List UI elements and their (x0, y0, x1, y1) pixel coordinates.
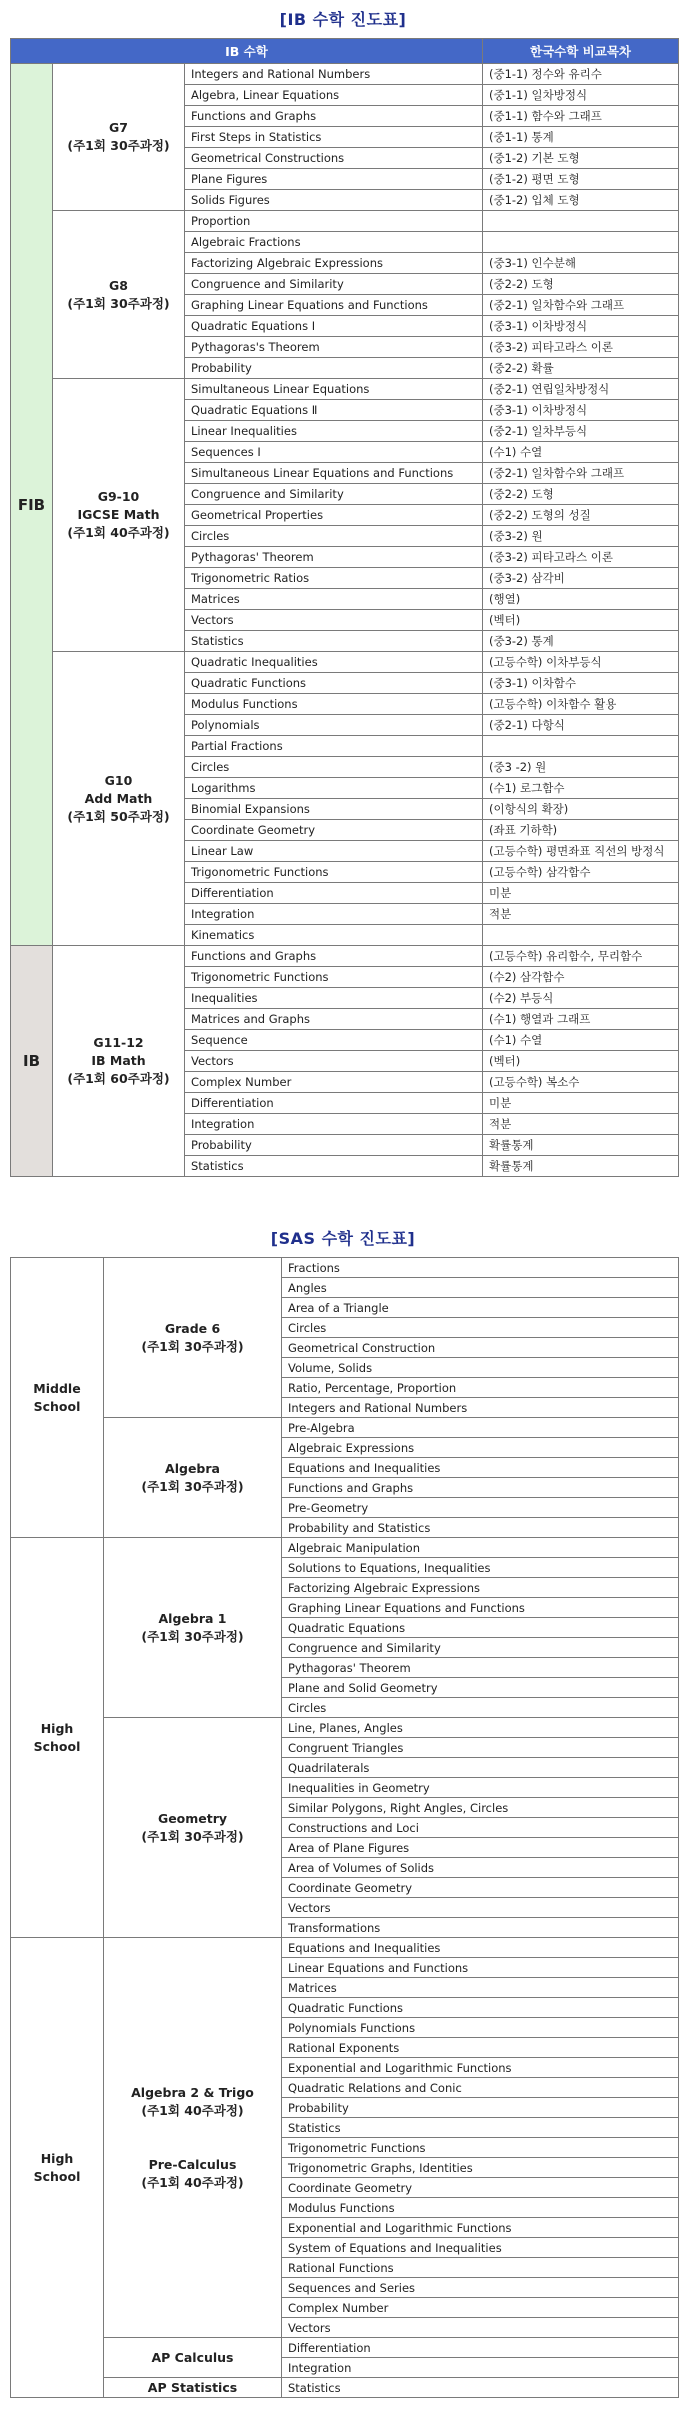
sas-topic: Coordinate Geometry (282, 2178, 679, 2198)
course-line: Algebra 2 & Trigo (131, 2084, 254, 2100)
grade-line: G11-12 (93, 1035, 144, 1050)
course-line: Pre-Calculus (148, 2156, 237, 2172)
sas-topic: Geometrical Construction (282, 1338, 679, 1358)
korean-topic: (수1) 수열 (483, 1030, 679, 1051)
sas-topic: Statistics (282, 2378, 679, 2398)
ib-topic: Trigonometric Ratios (185, 568, 483, 589)
korean-topic: (중2-1) 일차함수와 그래프 (483, 295, 679, 316)
ib-topic: Quadratic Functions (185, 673, 483, 694)
sas-topic: Area of Plane Figures (282, 1838, 679, 1858)
korean-topic: (중1-2) 입체 도형 (483, 190, 679, 211)
korean-topic: (고등수학) 복소수 (483, 1072, 679, 1093)
ib-topic: Solids Figures (185, 190, 483, 211)
korean-topic: (좌표 기하학) (483, 820, 679, 841)
ib-topic: Quadratic Equations Ⅰ (185, 316, 483, 337)
korean-topic: (고등수학) 유리함수, 무리함수 (483, 946, 679, 967)
ib-topic: Plane Figures (185, 169, 483, 190)
ib-topic: Partial Fractions (185, 736, 483, 757)
sas-topic: Exponential and Logarithmic Functions (282, 2218, 679, 2238)
sas-topic: Rational Exponents (282, 2038, 679, 2058)
korean-topic: (수2) 삼각함수 (483, 967, 679, 988)
ib-topic: Algebraic Fractions (185, 232, 483, 253)
course-line: AP Calculus (151, 2349, 234, 2365)
ib-topic: Inequalities (185, 988, 483, 1009)
sas-topic: Complex Number (282, 2298, 679, 2318)
program-label: IB (11, 946, 53, 1177)
course-label (104, 1718, 282, 1938)
sas-topic: Line, Planes, Angles (282, 1718, 679, 1738)
sas-topic: Congruent Triangles (282, 1738, 679, 1758)
korean-topic: (행열) (483, 589, 679, 610)
sas-topic: Congruence and Similarity (282, 1638, 679, 1658)
school-line: High (40, 2150, 74, 2166)
korean-topic: (수1) 수열 (483, 442, 679, 463)
sas-topic: Integers and Rational Numbers (282, 1398, 679, 1418)
sas-topic: Constructions and Loci (282, 1818, 679, 1838)
table-row (11, 379, 679, 400)
school-label (11, 1938, 104, 2398)
ib-topic: Matrices and Graphs (185, 1009, 483, 1030)
school-line: School (33, 1398, 81, 1414)
table-row (11, 1938, 679, 1958)
grade-label (53, 379, 185, 652)
sas-topic: Ratio, Percentage, Proportion (282, 1378, 679, 1398)
sas-topic: Plane and Solid Geometry (282, 1678, 679, 1698)
ib-topic: Statistics (185, 1156, 483, 1177)
ib-topic: Matrices (185, 589, 483, 610)
ib-topic: Congruence and Similarity (185, 274, 483, 295)
sas-topic: Pre-Geometry (282, 1498, 679, 1518)
course-line: AP Statistics (147, 2379, 238, 2395)
sas-topic: Solutions to Equations, Inequalities (282, 1558, 679, 1578)
sas-progress-table (10, 1257, 679, 2398)
korean-topic: (중3-1) 이차방정식 (483, 316, 679, 337)
korean-topic (483, 925, 679, 946)
korean-topic: (고등수학) 이차함수 활용 (483, 694, 679, 715)
korean-topic: (중2-1) 일차부등식 (483, 421, 679, 442)
sas-topic: Modulus Functions (282, 2198, 679, 2218)
grade-line: IB Math (91, 1053, 146, 1068)
sas-topic: Circles (282, 1318, 679, 1338)
ib-topic: Sequences Ⅰ (185, 442, 483, 463)
ib-topic: Kinematics (185, 925, 483, 946)
korean-topic: (중3-1) 이차방정식 (483, 400, 679, 421)
course-line: (주1회 30주과정) (141, 1338, 244, 1354)
ib-topic: Probability (185, 358, 483, 379)
sas-topic: Sequences and Series (282, 2278, 679, 2298)
korean-topic: 확률통계 (483, 1156, 679, 1177)
korean-topic: (중3-1) 이차함수 (483, 673, 679, 694)
ib-topic: Graphing Linear Equations and Functions (185, 295, 483, 316)
grade-line: G8 (109, 277, 128, 293)
korean-topic: (고등수학) 평면좌표 직선의 방정식 (483, 841, 679, 862)
ib-topic: Sequence (185, 1030, 483, 1051)
korean-topic: (중2-2) 확률 (483, 358, 679, 379)
sas-topic: Circles (282, 1698, 679, 1718)
sas-topic: Quadratic Equations (282, 1618, 679, 1638)
course-line: Algebra 1 (158, 1610, 227, 1626)
table-row (11, 1718, 679, 1738)
ib-header-row (11, 39, 679, 64)
grade-label (53, 211, 185, 379)
korean-topic: (중2-2) 도형 (483, 484, 679, 505)
table-row (11, 1418, 679, 1438)
korean-topic: (중1-1) 통계 (483, 127, 679, 148)
sas-topic: Linear Equations and Functions (282, 1958, 679, 1978)
korean-topic: (중3-2) 통계 (483, 631, 679, 652)
ib-topic: Probability (185, 1135, 483, 1156)
course-label (104, 1538, 282, 1718)
sas-topic: Area of Volumes of Solids (282, 1858, 679, 1878)
sas-topic: Vectors (282, 1898, 679, 1918)
course-label (104, 2378, 282, 2398)
korean-topic: 미분 (483, 883, 679, 904)
grade-line: G9-10 (97, 489, 140, 504)
ib-topic: Complex Number (185, 1072, 483, 1093)
sas-topic: Integration (282, 2358, 679, 2378)
korean-topic: (중2-1) 다항식 (483, 715, 679, 736)
grade-line: (주1회 30주과정) (67, 138, 170, 153)
course-line: (주1회 30주과정) (141, 1478, 244, 1494)
ib-topic: Trigonometric Functions (185, 967, 483, 988)
korean-topic: 확률통계 (483, 1135, 679, 1156)
ib-topic: Integration (185, 904, 483, 925)
ib-topic: Quadratic Inequalities (185, 652, 483, 673)
sas-topic: Trigonometric Graphs, Identities (282, 2158, 679, 2178)
sas-topic: Differentiation (282, 2338, 679, 2358)
sas-topic: Probability (282, 2098, 679, 2118)
table-row (11, 2378, 679, 2398)
grade-label (53, 64, 185, 211)
course-line: (주1회 30주과정) (141, 1628, 244, 1644)
korean-topic: (중1-2) 평면 도형 (483, 169, 679, 190)
sas-topic: Probability and Statistics (282, 1518, 679, 1538)
korean-topic: (중3-2) 원 (483, 526, 679, 547)
sas-topic: Quadratic Functions (282, 1998, 679, 2018)
ib-topic: Algebra, Linear Equations (185, 85, 483, 106)
grade-line: (주1회 40주과정) (67, 525, 170, 540)
table-row (11, 2338, 679, 2358)
ib-header-ib: IB 수학 (11, 39, 483, 64)
course-line: Grade 6 (164, 1320, 221, 1336)
course-label (104, 1418, 282, 1538)
ib-topic: Pythagoras' Theorem (185, 547, 483, 568)
sas-topic: Angles (282, 1278, 679, 1298)
grade-line: IGCSE Math (77, 507, 160, 522)
sas-topic: Area of a Triangle (282, 1298, 679, 1318)
sas-topic: Quadratic Relations and Conic (282, 2078, 679, 2098)
ib-topic: Geometrical Properties (185, 505, 483, 526)
ib-topic: Circles (185, 526, 483, 547)
korean-topic: 적분 (483, 904, 679, 925)
korean-topic: (중2-2) 도형 (483, 274, 679, 295)
grade-line: Add Math (84, 790, 153, 806)
korean-topic: (중1-1) 함수와 그래프 (483, 106, 679, 127)
table-row (11, 946, 679, 967)
course-line: Geometry (157, 1810, 228, 1826)
sas-topic: Similar Polygons, Right Angles, Circles (282, 1798, 679, 1818)
korean-topic: (벡터) (483, 610, 679, 631)
sas-topic: Pre-Algebra (282, 1418, 679, 1438)
table-row (11, 1538, 679, 1558)
table-row (11, 64, 679, 85)
school-line: Middle (33, 1380, 81, 1396)
korean-topic: (중1-1) 정수와 유리수 (483, 64, 679, 85)
korean-topic: (중2-1) 일차함수와 그래프 (483, 463, 679, 484)
korean-topic: (중3-2) 피타고라스 이론 (483, 547, 679, 568)
ib-topic: Coordinate Geometry (185, 820, 483, 841)
korean-topic: (중3-1) 인수분해 (483, 253, 679, 274)
sas-topic: Exponential and Logarithmic Functions (282, 2058, 679, 2078)
ib-topic: Trigonometric Functions (185, 862, 483, 883)
korean-topic: (중3 -2) 원 (483, 757, 679, 778)
ib-topic: Quadratic Equations Ⅱ (185, 400, 483, 421)
sas-topic: Quadrilaterals (282, 1758, 679, 1778)
korean-topic: (수1) 행열과 그래프 (483, 1009, 679, 1030)
grade-label (53, 946, 185, 1177)
ib-topic: Differentiation (185, 883, 483, 904)
ib-topic: Integers and Rational Numbers (185, 64, 483, 85)
sas-topic: Graphing Linear Equations and Functions (282, 1598, 679, 1618)
course-label (104, 2338, 282, 2378)
korean-topic: (중2-2) 도형의 성질 (483, 505, 679, 526)
sas-title: [SAS 수학 진도표] (270, 1229, 416, 1248)
ib-topic: Vectors (185, 1051, 483, 1072)
korean-topic: (중1-1) 일차방정식 (483, 85, 679, 106)
grade-line: (주1회 30주과정) (67, 295, 170, 311)
school-line: School (33, 2168, 81, 2184)
school-label (11, 1538, 104, 1938)
course-label (104, 1258, 282, 1418)
korean-topic: (수1) 로그함수 (483, 778, 679, 799)
grade-line: G10 (104, 772, 133, 788)
sas-topic: Pythagoras' Theorem (282, 1658, 679, 1678)
ib-topic: Circles (185, 757, 483, 778)
korean-topic (483, 232, 679, 253)
grade-label (53, 652, 185, 946)
sas-topic: Volume, Solids (282, 1358, 679, 1378)
sas-topic: System of Equations and Inequalities (282, 2238, 679, 2258)
ib-topic: Functions and Graphs (185, 106, 483, 127)
grade-line: (주1회 60주과정) (67, 1071, 170, 1086)
course-line: Algebra (165, 1460, 220, 1476)
grade-line: (주1회 50주과정) (67, 808, 170, 824)
ib-header-korean: 한국수학 비교목차 (483, 39, 679, 64)
sas-topic: Algebraic Manipulation (282, 1538, 679, 1558)
ib-topic: Pythagoras's Theorem (185, 337, 483, 358)
course-label (104, 1938, 282, 2338)
ib-topic: Logarithms (185, 778, 483, 799)
ib-topic: Linear Inequalities (185, 421, 483, 442)
ib-topic: Geometrical Constructions (185, 148, 483, 169)
table-row (11, 652, 679, 673)
ib-topic: Congruence and Similarity (185, 484, 483, 505)
ib-topic: Vectors (185, 610, 483, 631)
sas-topic: Vectors (282, 2318, 679, 2338)
sas-topic: Functions and Graphs (282, 1478, 679, 1498)
sas-topic: Algebraic Expressions (282, 1438, 679, 1458)
sas-topic: Rational Functions (282, 2258, 679, 2278)
sas-topic: Fractions (282, 1258, 679, 1278)
ib-topic: Modulus Functions (185, 694, 483, 715)
program-label: FIB (11, 64, 53, 946)
grade-line: G7 (109, 120, 128, 135)
table-row (11, 1258, 679, 1278)
ib-topic: Differentiation (185, 1093, 483, 1114)
ib-topic: Integration (185, 1114, 483, 1135)
korean-topic: (수2) 부등식 (483, 988, 679, 1009)
ib-topic: Factorizing Algebraic Expressions (185, 253, 483, 274)
ib-topic: Statistics (185, 631, 483, 652)
ib-topic: Linear Law (185, 841, 483, 862)
korean-topic: (고등수학) 이차부등식 (483, 652, 679, 673)
korean-topic: (고등수학) 삼각함수 (483, 862, 679, 883)
course-line: (주1회 40주과정) (141, 2174, 244, 2190)
korean-topic: (중3-2) 삼각비 (483, 568, 679, 589)
korean-topic: 미분 (483, 1093, 679, 1114)
ib-title: [IB 수학 진도표] (279, 10, 407, 29)
sas-topic: Equations and Inequalities (282, 1938, 679, 1958)
ib-topic: First Steps in Statistics (185, 127, 483, 148)
sas-topic: Matrices (282, 1978, 679, 1998)
table-row (11, 211, 679, 232)
ib-topic: Simultaneous Linear Equations (185, 379, 483, 400)
course-line: (주1회 40주과정) (141, 2102, 244, 2118)
korean-topic (483, 736, 679, 757)
korean-topic (483, 211, 679, 232)
sas-topic: Equations and Inequalities (282, 1458, 679, 1478)
sas-topic: Factorizing Algebraic Expressions (282, 1578, 679, 1598)
sas-topic: Transformations (282, 1918, 679, 1938)
school-line: School (33, 1738, 81, 1754)
korean-topic: (벡터) (483, 1051, 679, 1072)
ib-topic: Polynomials (185, 715, 483, 736)
ib-topic: Binomial Expansions (185, 799, 483, 820)
sas-topic: Inequalities in Geometry (282, 1778, 679, 1798)
school-label (11, 1258, 104, 1538)
ib-topic: Simultaneous Linear Equations and Functions (185, 463, 483, 484)
ib-topic: Proportion (185, 211, 483, 232)
korean-topic: (중1-2) 기본 도형 (483, 148, 679, 169)
korean-topic: 적분 (483, 1114, 679, 1135)
korean-topic: (중3-2) 피타고라스 이론 (483, 337, 679, 358)
school-line: High (40, 1720, 74, 1736)
sas-topic: Trigonometric Functions (282, 2138, 679, 2158)
ib-progress-table (10, 38, 679, 1177)
sas-topic: Coordinate Geometry (282, 1878, 679, 1898)
korean-topic: (이항식의 확장) (483, 799, 679, 820)
sas-topic: Statistics (282, 2118, 679, 2138)
sas-topic: Polynomials Functions (282, 2018, 679, 2038)
ib-topic: Functions and Graphs (185, 946, 483, 967)
course-line: (주1회 30주과정) (141, 1828, 244, 1844)
korean-topic: (중2-1) 연립일차방정식 (483, 379, 679, 400)
